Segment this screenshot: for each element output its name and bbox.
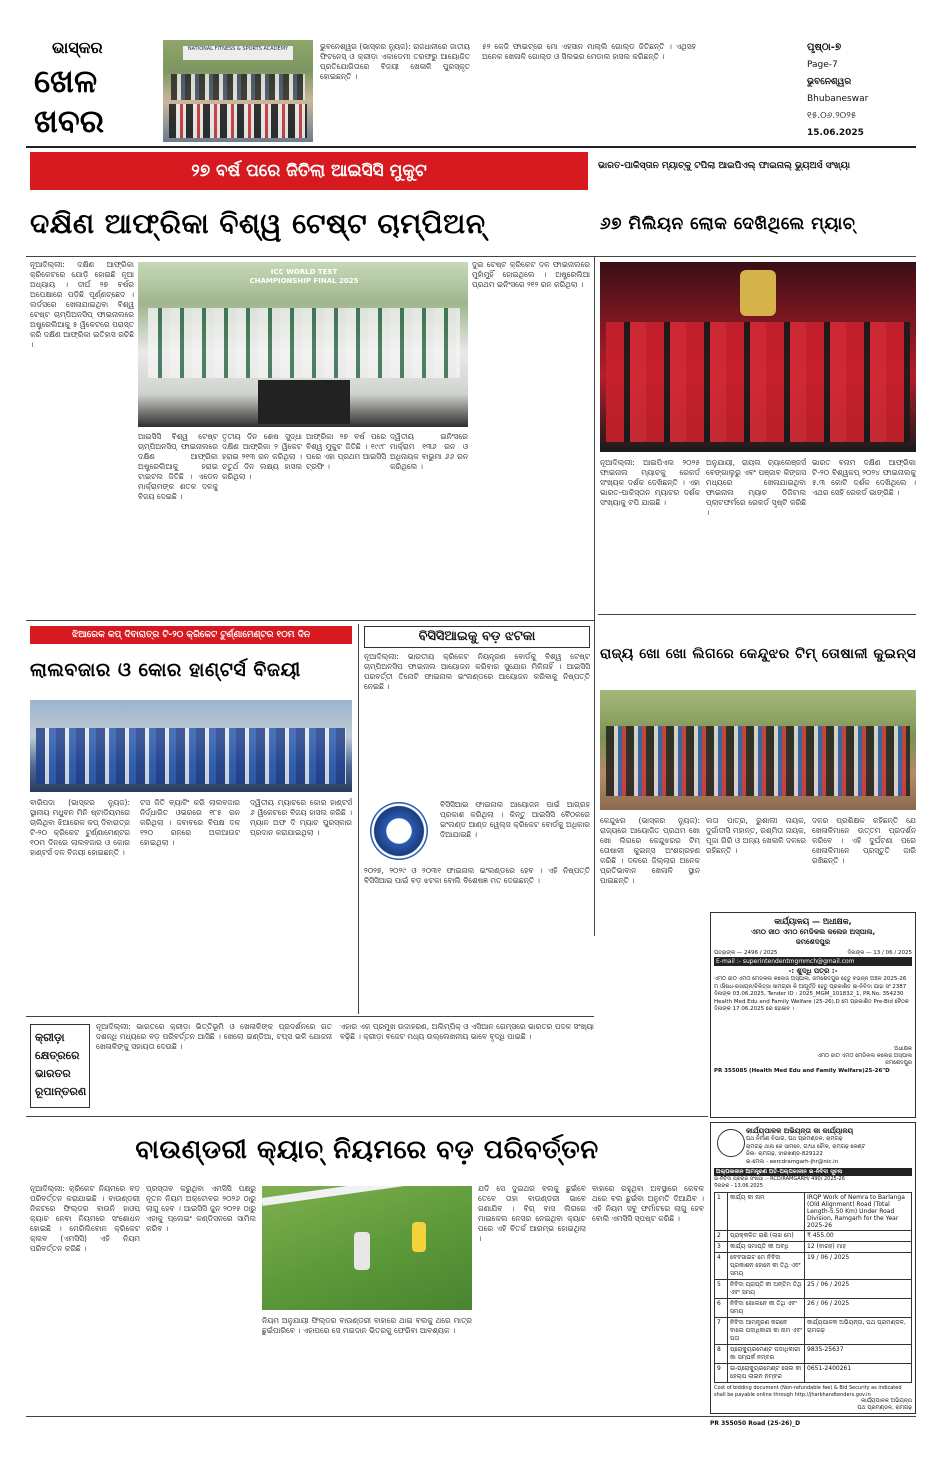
ad-mgm-line1: କାର୍ଯ୍ୟାଳୟ — ଅଧୀକ୍ଷକ, xyxy=(774,917,852,926)
ad-mgm-line2: ଏମ୦ ଜୀ୦ ଏମ୦ ମେଡିକଲ କଲେଜ ଅସ୍ପାଲ, xyxy=(750,928,876,936)
ad-mgm-sign1: ଅଧୀକ୍ଷକ xyxy=(894,1046,912,1052)
table-cell: କାର୍ଯ୍ୟ ସମାପ୍ତି କୀ ଅବଧି xyxy=(728,1242,805,1253)
ad-ramgarh-table xyxy=(714,1192,912,1383)
ad-ramgarh-sign: କାର୍ଯ୍ୟପାଳକ ଅଭିୟନ୍ତା xyxy=(861,1398,912,1404)
kreeda-col2: ଏହାର ଏକ ପ୍ରମୁଖ ଉଦାହରଣ, ଅଲିମ୍ପିକ୍ ଓ ଏସିଆନ ଗେମ୍ସରେ ଭାରତର ପଦକ ସଂଖ୍ୟା ବଢ଼ିଛି । କ୍ରୀଡ଼ା ବଜେଟ ମଧ୍ୟ ଉଲ୍ଲେଖନୀୟ ଭାବେ ବୃଦ୍ଧି ପାଇଛି । xyxy=(340,1022,594,1041)
table-cell: ନିବିଦା ପ୍ରାପ୍ତି କୀ ଅନ୍ତିମ ତିଥି ଏବଂ ସମୟ xyxy=(728,1280,805,1299)
table-cell: 0651-2400261 xyxy=(805,1364,912,1383)
academy-banner: NATIONAL FITNESS & SPORTS ACADEMY xyxy=(183,46,293,60)
ad-ramgarh-sub1: ପଥ ନିର୍ମାଣ ବିଭାଗ, ପଥ ପ୍ରମଣ୍ଡଳ, ରାମଗଢ଼ xyxy=(746,1136,843,1142)
table-row xyxy=(715,1345,912,1364)
boundary-col5: ବାହାରେ ରହୁଥିବା ଅବସ୍ଥାରେ କେବଳ ଥରେ ବଲ ଛୁଇଁବା ଅନୁମତି ଦିଆଯିବ । ଏହି ନିୟମ ସବୁ ଫର୍ମାଟରେ ଲାଗୁ ହେବ ବୋଲି ଏମସିସି ସ୍ପଷ୍ଟ କରିଛି । xyxy=(592,1184,704,1223)
table-cell: IRQP Work of Nemra to Barlanga (Old Alignment) Road (Total Length-5.50 Km) Under Road Division, Ramgarh for the Year 2025-26 xyxy=(805,1193,912,1231)
table-cell: ପ୍ରୋକ୍ୟୁରମେଣ୍ଟ ପଦାଧିକାରୀ କା ସମ୍ପର୍କ ନମ୍ବର xyxy=(728,1345,805,1364)
side-story-kicker: ଭାରତ-ପାକିସ୍ତାନ ମ୍ୟାଚ୍‌କୁ ଟପିଲା ଆଇପିଏଲ୍ ଫାଇନାଲ୍ ଭ୍ୟୁଅର୍ସ ସଂଖ୍ୟା xyxy=(598,161,850,171)
ad-mgm-ref-right: ଦିନାଙ୍କ — 13 / 06 / 2025 xyxy=(847,950,912,956)
table-cell: 3 xyxy=(715,1242,728,1253)
masthead-title-line2: ଖବର xyxy=(34,102,105,140)
city-en: Bhubaneswar xyxy=(807,94,869,104)
ad-mgm-body: ଏମ୦ ଜୀ୦ ଏମ୦ ମେଡିକଲ କଲେଜ ଅସ୍ପାଲ, ଜମଶେଦପୁର ହେତୁ ବିଭିନ୍ନ ଅଞ୍ଚଳ 2025-26 ମ ଔଷଧ-ରସାୟନ/ଚିକିତ୍ସା ସାମଗ୍ରୀ କି ଆପୂର୍ତ୍ତି ହେତୁ ପ୍ରକାଶିତ ଇ-ନିବିଦା ଯାହା ସଂ 2387 ଦିନାଙ୍କ 03.06.2025, Tender ID : 2025_MGM_101832_1, PR.No. 354230 Health Med Edu and Family Welfare (25-26).D ମେ ପ୍ରକାଶିତ Pre-Bid ବୈଠକ ଦିନାଙ୍କ 17.06.2025 ରେ ହୋଇବ । xyxy=(714,976,909,1012)
page-number-odia: ପୃଷ୍ଠା-୭ xyxy=(807,42,842,53)
keonjhar-col1: କେନ୍ଦୁଝର (ଭାସ୍କର ନ୍ୟୁଜ): ରାଜ୍ୟରେ ଆୟୋଜିତ ପ୍ରଥମ ଖୋ ଖୋ ଲିଗରେ କେନ୍ଦୁଝରର ଟିମ୍ ତୋଷାଳୀ କୁଇନ୍ସ ଅଂଶଗ୍ରହଣ କରିଛି । ଦଳରେ ଜିଲ୍ଲାର ଅନେକ ପ୍ରତିଭାବାନ ଖେଳାଳି ସ୍ଥାନ ପାଇଛନ୍ତି । xyxy=(600,816,700,885)
table-cell: ବେବସାଇଟ ମେ ନିବିଦା ପ୍ରକାଶନ ହୋନେ କୀ ତିଥି ଏବଂ ସମୟ xyxy=(728,1253,805,1280)
table-row xyxy=(715,1318,912,1345)
ad-mgm-sign3: ଜମଶେଦପୁର xyxy=(885,1060,912,1066)
kho-kho-team-photo xyxy=(600,690,916,810)
main-story-col-bottom4: ଦ୍ୱିତୀୟ ଇନିଂସରେ ମାର୍କ୍ରାମ ୧୩୬ ରନ ଓ ଅଧିନାୟକ ବାଭୁମା ୬୬ ରନ କରିଥିଲେ । xyxy=(390,432,468,471)
date-odia: ୧୫.୦୬.୨୦୨୫ xyxy=(807,111,857,121)
keonjhar-headline: ରାଜ୍ୟ ଖୋ ଖୋ ଲିଗରେ କେନ୍ଦୁଝର ଟିମ୍ ତୋଷାଳୀ କୁଇନ୍ସ xyxy=(600,646,916,662)
bcci-col2: ୨୦୨୭, ୨୦୨୯ ଓ ୨୦୩୧ ଫାଇନାଲ ଇଂଲଣ୍ଡରେ ହେବ । ଏହି ନିଷ୍ପତ୍ତି ବିସିସିଆଇ ପାଇଁ ବଡ଼ ଝଟକା ବୋଲି ବିଶେଷଜ୍ଞ ମତ ଦେଇଛନ୍ତି । xyxy=(364,866,590,885)
main-story-col-right: ଦୁଇ ଟେଷ୍ଟ କ୍ରିକେଟ ଦଳ ଫାଇନାଲରେ ମୁହାଁମୁହିଁ ହୋଇଥିଲେ । ଅଷ୍ଟ୍ରେଲିଆ ପ୍ରଥମ ଇନିଂସରେ ୨୧୨ ରନ କରିଥିଲା । xyxy=(472,260,590,289)
masthead-brand: ଭାସ୍କର xyxy=(52,38,103,57)
masthead xyxy=(30,38,152,142)
table-cell: ପ୍ରାକ୍କଳିତ ରାଶି (ଲାଖ ମେ) xyxy=(728,1231,805,1242)
ad-ramgarh-logo xyxy=(717,1129,745,1157)
bcci-headline: ବିସିସିଆଇକୁ ବଡ଼ ଝଟକା xyxy=(418,629,536,644)
bcci-intro: ନୂଆଦିଲ୍ଲୀ: ଭାରତୀୟ କ୍ରିକେଟ ନିୟନ୍ତ୍ରଣ ବୋର୍ଡକୁ ବିଶ୍ୱ ଟେଷ୍ଟ ଚାମ୍ପିଅନସିପ ଫାଇନାଲ ଆୟୋଜନ କରିବାର ସୁଯୋଗ ମିଳିନାହିଁ । ଆଇସିସି ପରବର୍ତ୍ତୀ ତିନୋଟି ଫାଇନାଲ ଇଂଲଣ୍ଡରେ ଆୟୋଜନ କରିବାକୁ ନିଷ୍ପତ୍ତି ନେଇଛି । xyxy=(364,652,590,691)
table-row xyxy=(715,1364,912,1383)
table-cell: 25 / 06 / 2025 xyxy=(805,1280,912,1299)
kreeda-label-2: କ୍ଷେତ୍ରରେ xyxy=(35,1049,80,1062)
main-story-col-bottom2: ତୃତୀୟ ଦିନ ଶେଷ ସୁଦ୍ଧା ଦକ୍ଷିଣ ଆଫ୍ରିକା ୨ ୱିକେଟ ହରାଇ ୨୧୩ ରନ କରିଥିଲା । ଚତୁର୍ଥ ଦିନ ଲକ୍ଷ୍ୟ ହାସଲ କରିଥିଲା । xyxy=(222,432,302,481)
table-cell: 8 xyxy=(715,1345,728,1364)
ad-mgm-email: E-mail :- superintendentmgmmch@gmail.com xyxy=(714,957,912,966)
lalbazar-kicker: ଝିଆରେକ କପ୍ ଦିବାରାତ୍ର ଟି-୨୦ କ୍ରିକେଟ ଟୁର୍ଣ୍ଣାମେଣ୍ଟର ୧୦ମ ଦିନ xyxy=(30,626,352,644)
boundary-col2: ପ୍ରସ୍ତାବ କରୁଥିବା ଏମସିସି ପକ୍ଷରୁ ନୂତନ ନିୟମ ଅକ୍ଟୋବର ୨୦୨୬ ଠାରୁ ଲାଗୁ ହେବ । ଆଇସିସି ଜୁନ ୨୦୨୫ ଠାରୁ ଏହାକୁ ପ୍ଲେଇଂ କଣ୍ଡିସନରେ ସାମିଲ କରିବ । xyxy=(146,1184,256,1233)
boundary-col4: ଯଦି ସେ ଦୁଇଥର ବଲକୁ ଛୁଇଁବେ ତେବେ ତାହା ବାଉଣ୍ଡରୀ ଭାବେ ଗଣାଯିବ । ବିଗ୍ ବାସ ଲିଗରେ ମାଇକେଲ ନେସର ନେଇଥିବା କ୍ୟାଚ ପରେ ଏହି ବିତର୍କ ଆରମ୍ଭ ହୋଇଥିଲା । xyxy=(478,1184,586,1243)
top-story-col2: ୫୨ କେଜି ଫାଇଟ୍‌ରେ ମୋ ଏହସାନ ମାଲ୍ଲି ଗୋଲ୍ଡ ଜିତିଛନ୍ତି । ଏଥିସହ ଅନେକ ଖେଳାଳି ଗୋଲ୍ଡ ଓ ସିଲଭର ମେଡାଲ ହାସଲ କରିଛନ୍ତି । xyxy=(482,42,696,61)
table-cell: 6 xyxy=(715,1299,728,1318)
bcci-col1: ବିସିସିଆଇ ଫାଇନାଲ ଆୟୋଜନ ପାଇଁ ଆଗ୍ରହ ପ୍ରକାଶ କରିଥିଲା । କିନ୍ତୁ ଆଇସିସି ବୈଠକରେ ଇଂଲଣ୍ଡ ଆଣ୍ଡ ୱେଲ୍ସ କ୍ରିକେଟ ବୋର୍ଡକୁ ଅଧିକାର ଦିଆଯାଇଛି । xyxy=(440,800,590,839)
side-story-col2: ଅନୁଯାୟୀ, ରାୟଲ ଚ୍ୟାଲେଞ୍ଜର୍ସ ବେଙ୍ଗାଲୁରୁ ଏବଂ ପଞ୍ଜାବ କିଙ୍ଗସ ମଧ୍ୟରେ ଖେଳାଯାଇଥିବା ଫାଇନାଲ ମ୍ୟାଚ ଡିଜିଟାଲ ପ୍ଲାଟଫର୍ମରେ ରେକର୍ଡ ସୃଷ୍ଟି କରିଛି । xyxy=(706,458,806,517)
ad-ramgarh-date: ଦିନାଙ୍କ - 13.06.2025 xyxy=(714,1183,763,1189)
bcci-headline-box xyxy=(364,626,590,648)
red-banner: ୨୭ ବର୍ଷ ପରେ ଜିତିଲା ଆଇସିସି ମୁକୁଟ xyxy=(30,152,588,190)
kreeda-label xyxy=(30,1024,90,1108)
ad-ramgarh-sub2: ରାମଗଢ଼ ଥାନା କେ ସାମନେ, ଗାଂଧୀ ଚୌକ, ରାମଗଢ଼ କେଣ୍ଟ xyxy=(746,1143,866,1150)
table-cell: 9835-25637 xyxy=(805,1345,912,1364)
side-story-col3: ଭାରତ ବନାମ ଦକ୍ଷିଣ ଆଫ୍ରିକା ଟି-୨୦ ବିଶ୍ୱକପ୍ ୨୦୨୪ ଫାଇନାଲକୁ ୫.୩ କୋଟି ଦର୍ଶକ ଦେଖିଥିଲେ । ଏଥର ସେହି ରେକର୍ଡ ଭାଙ୍ଗିଛି । xyxy=(812,458,916,497)
ad-ramgarh-sign2: ପଥ ପ୍ରମଣ୍ଡଳ, ରାମଗଢ଼ xyxy=(857,1405,912,1411)
table-row xyxy=(715,1193,912,1231)
lalbazar-col1: ବାରିପଦା (ଭାସ୍କର ନ୍ୟୁଜ): ସ୍ଥାନୀୟ ମଧୁବନ ମିନି ଷ୍ଟାଡିୟମରେ ଚାଲିଥିବା ଝିଆରେକ କପ୍ ଦିବାରାତ୍ର ଟି-୨୦ କ୍ରିକେଟ ଟୁର୍ଣ୍ଣାମେଣ୍ଟର ୧୦ମ ଦିନରେ ଲାଲବଜାର ଓ କୋର ହାଣ୍ଟର୍ସ ଦଳ ବିଜୟୀ ହୋଇଛନ୍ତି । xyxy=(30,798,130,857)
team-photo-academy xyxy=(163,40,313,142)
main-story-col-bottom3: ଆଫ୍ରିକା ୨୭ ବର୍ଷ ପରେ ବିଶ୍ୱ ମୁକୁଟ ଜିତିଛି । ୧୯୯୮ ପରେ ଏହା ପ୍ରଥମ ଆଇସିସି ଟ୍ରଫି । xyxy=(306,432,386,471)
ipl-trophy-photo xyxy=(600,262,916,452)
table-cell: ନିବିଦା ଖୋଲନେ କୀ ତିଥି ଏବଂ ସମୟ xyxy=(728,1299,805,1318)
table-cell: ଇ-ପ୍ରୋକ୍ୟୁରମେଣ୍ଟ ସେଲ କା ହେଲ୍ପ ଲାଇନ ନମ୍ବର xyxy=(728,1364,805,1383)
side-story-headline: ୬୭ ମିଲିୟନ ଲୋକ ଦେଖିଥିଲେ ମ୍ୟାଚ୍ xyxy=(600,214,856,234)
ad-ramgarh-title: କାର୍ଯ୍ୟପାଳକ ଅଭିୟନ୍ତା କା କାର୍ଯ୍ୟାଳୟ xyxy=(746,1127,854,1135)
main-story-col1: ନୂଆଦିଲ୍ଲୀ: ଦକ୍ଷିଣ ଆଫ୍ରିକା କ୍ରିକେଟରେ ଯୋଡ଼ି ହୋଇଛି ନୂଆ ଅଧ୍ୟାୟ । ଦୀର୍ଘ ୨୭ ବର୍ଷର ଅପେକ୍ଷାରେ ପଡ଼ିଛି ପୂର୍ଣ୍ଣଚ୍ଛେଦ । ଲର୍ଡସରେ ଖେଳାଯାଇଥିବା ବିଶ୍ୱ ଟେଷ୍ଟ ଚାମ୍ପିଅନସିପ୍ ଫାଇନାଲରେ ଅଷ୍ଟ୍ରେଲିଆକୁ ୫ ୱିକେଟରେ ପରାସ୍ତ କରି ଦକ୍ଷିଣ ଆଫ୍ରିକା ଇତିହାସ ରଚିଛି । xyxy=(30,260,134,349)
ad-ramgarh-sub3: ଜିଲା- ରାମଗଢ଼, ଝାରଖଣ୍ଡ-829122 xyxy=(746,1151,823,1157)
table-cell: 26 / 06 / 2025 xyxy=(805,1299,912,1318)
rule-top xyxy=(26,146,916,148)
ad-ramgarh-email: ଇ-ମେଲ - eercdramgarh-jhr@nic.in xyxy=(746,1158,839,1165)
lalbazar-headline: ଲାଲବଜାର ଓ କୋର ହାଣ୍ଟର୍ସ ବିଜୟୀ xyxy=(30,659,301,681)
lalbazar-col3: ଦ୍ୱିତୀୟ ମ୍ୟାଚରେ କୋର ହାଣ୍ଟର୍ସ ୬ ୱିକେଟରେ ବିଜୟ ହାସଲ କରିଛି । ମ୍ୟାନ ଅଫ ଦି ମ୍ୟାଚ ପୁରସ୍କାର ପ୍ରଦାନ କରାଯାଇଥିଲା । xyxy=(250,798,352,837)
side-story-col1: ନୂଆଦିଲ୍ଲୀ: ଆଇପିଏଲ ୨୦୨୫ ଫାଇନାଲ ମ୍ୟାଚକୁ ରେକର୍ଡ ସଂଖ୍ୟକ ଦର୍ଶକ ଦେଖିଛନ୍ତି । ଏହା ଭାରତ-ପାକିସ୍ତାନ ମ୍ୟାଚର ଦର୍ଶକ ସଂଖ୍ୟାକୁ ଟପି ଯାଇଛି । xyxy=(600,458,700,507)
table-row xyxy=(715,1253,912,1280)
boundary-headline: ବାଉଣ୍ଡରୀ କ୍ୟାଚ୍ ନିୟମରେ ବଡ଼ ପରିବର୍ତ୍ତନ xyxy=(135,1135,599,1165)
table-cell: କାର୍ଯ୍ୟ କା ନାମ xyxy=(728,1193,805,1231)
city-odia: ଭୁବନେଶ୍ୱର xyxy=(807,77,852,87)
kreeda-label-1: କ୍ରୀଡ଼ା xyxy=(35,1031,65,1044)
masthead-title-line1: ଖେଳ xyxy=(34,62,98,100)
page-info xyxy=(697,38,915,142)
top-story-col1: ଭୁବନେଶ୍ୱର (ଭାସ୍କର ନ୍ୟୁଜ): ରାଜଧାନୀରେ ଜାତୀୟ ଫିଟନେସ୍ ଓ କ୍ରୀଡ଼ା ଏକାଡେମୀ ତରଫରୁ ଆୟୋଜିତ ପ୍ରତିଯୋଗିତାରେ ବିଜୟୀ ଖେଳାଳି ପୁରସ୍କୃତ ହୋଇଛନ୍ତି । xyxy=(320,42,470,81)
table-cell: 2 xyxy=(715,1231,728,1242)
main-headline: ଦକ୍ଷିଣ ଆଫ୍ରିକା ବିଶ୍ୱ ଟେଷ୍ଟ ଚାମ୍ପିଅନ୍ xyxy=(30,207,486,240)
table-row xyxy=(715,1242,912,1253)
boundary-col1: ନୂଆଦିଲ୍ଲୀ: କ୍ରିକେଟ ନିୟମରେ ବଡ଼ ପରିବର୍ତ୍ତନ କରାଯାଇଛି । ବାଉଣ୍ଡରୀ ନିକଟରେ ଫିଲ୍ଡର ବାଉନି ହାଓପ୍ କ୍ୟାଚ ନେବା ନିୟମରେ ସଂଶୋଧନ ହୋଇଛି । ମେରିଲିବୋନ କ୍ରିକେଟ କ୍ଲବ (ଏମସିସି) ଏହି ନିୟମ ପରିବର୍ତ୍ତନ କରିଛି । xyxy=(30,1184,140,1253)
date-en: 15.06.2025 xyxy=(807,128,864,138)
lalbazar-col2: ଟସ ଜିତି ବ୍ୟାଟିଂ କରି ଲାଲବଜାର ନିର୍ଦ୍ଧାରିତ ଓଭରରେ ୧୮୫ ରନ କରିଥିଲା । ଜବାବରେ ବିପକ୍ଷ ଦଳ ୧୨୦ ରନରେ ଅଲଆଉଟ ହୋଇଥିଲା । xyxy=(140,798,240,847)
page-number-en: Page-7 xyxy=(807,60,838,70)
ad-ramgarh xyxy=(710,1122,916,1414)
keonjhar-col3: ଦଳର ପ୍ରଶିକ୍ଷକ କହିଛନ୍ତି ଯେ ଖେଳାଳିମାନେ ଉତ୍ତମ ପ୍ରଦର୍ଶନ କରିବେ । ଏହି ଦୁର୍ଘଟଣା ପରେ ଖେଳାଳିମାନେ ପ୍ରସ୍ତୁତି ଜାରି ରଖିଛନ୍ତି । xyxy=(812,816,916,865)
keonjhar-col2: ଲତା ପାତ୍ର, ରୁଶାଲୀ ନାୟକ, ଦୁର୍ଗାଦୀସି ମହାନ୍ତ, ରଶ୍ମିତା ନାୟକ, ପୂଜା ଗିରି ଓ ଅନ୍ୟ ଖେଳାଳି ଦଳରେ ରହିଛନ୍ତି । xyxy=(706,816,806,855)
table-cell: 9 xyxy=(715,1364,728,1383)
kreeda-col1: ନୂଆଦିଲ୍ଲୀ: ଭାରତରେ କ୍ରୀଡ଼ା ଭିତ୍ତିଭୂମି ଓ ଖେଳାଳିଙ୍କ ପ୍ରଦର୍ଶନରେ ଗତ ଦଶନ୍ଧି ମଧ୍ୟରେ ବଡ଼ ପରିବର୍ତ୍ତନ ଆସିଛି । ଖେଲୋ ଇଣ୍ଡିଆ, ଟପ୍ସ ଭଳି ଯୋଜନା ଖେଳାଳିଙ୍କୁ ସହାୟତା ଦେଉଛି । xyxy=(96,1022,332,1051)
table-cell: 5 xyxy=(715,1280,728,1299)
table-cell: 12 (ବାରହ) ମାହ xyxy=(805,1242,912,1253)
table-cell: 1 xyxy=(715,1193,728,1231)
table-row xyxy=(715,1299,912,1318)
table-cell: 19 / 06 / 2025 xyxy=(805,1253,912,1280)
ad-mgm-pr: PR 355085 (Health Med Edu and Family Welfare)25-26"D xyxy=(714,1068,890,1074)
ad-ramgarh-ref: ଇ-ନିବିଦା ପ୍ରଚାର ସଂଖ୍ୟା :- RCD/RAMGARH/ 490/ 2025-26 xyxy=(714,1176,845,1182)
ad-mgm-sub: -: ଶୁଦ୍ଧି ପତ୍ର :- xyxy=(788,967,838,975)
table-cell: 4 xyxy=(715,1253,728,1280)
wtc-trophy-photo xyxy=(138,262,468,427)
kreeda-label-4: ରୂପାନ୍ତରଣ xyxy=(35,1085,87,1098)
ad-ramgarh-footer: Cost of bidding document (Non-refundable fee) & Bid Security as indicated shall be payable online through http://jharkhandtenders.gov.in xyxy=(714,1385,902,1398)
lalbazar-team-photo xyxy=(30,700,352,792)
table-cell: କାର୍ଯ୍ୟପାଳକ ଅଭିୟନ୍ତା, ପଥ ପ୍ରମଣ୍ଡଳ, ରାମଗଢ଼ xyxy=(805,1318,912,1345)
boundary-col3: ନିୟମ ଅନୁଯାୟୀ ଫିଲ୍ଡର ବାଉଣ୍ଡରୀ ବାହାରେ ଥାଇ ବଲକୁ ଥରେ ମାତ୍ର ଛୁଇଁପାରିବେ । ଏହାପରେ ସେ ମଇଦାନ ଭିତରକୁ ଫେରିବା ଆବଶ୍ୟକ । xyxy=(262,1316,472,1335)
ad-mgm-sign2: ଏମ୦ ଜୀ୦ ଏମ୦ ମେଡିକଲ କଲେଜ ଅସ୍ପାଲ xyxy=(817,1053,912,1059)
bcci-logo xyxy=(364,800,436,862)
table-cell: 7 xyxy=(715,1318,728,1345)
table-cell: ₹ 455.00 xyxy=(805,1231,912,1242)
main-story-col-bottom1: ଆଇସିସି ବିଶ୍ୱ ଟେଷ୍ଟ ଚାମ୍ପିଅନସିପ୍ ଫାଇନାଲରେ ଦକ୍ଷିଣ ଆଫ୍ରିକା ଅଷ୍ଟ୍ରେଲିଆକୁ ହରାଇ ଟାଇଟଲ ଜିତିଛି । ଏଡେନ ମାର୍କ୍ରାମଙ୍କ ଶତକ ଦଳକୁ ବିଜୟ ଦେଇଛି । xyxy=(138,432,218,501)
ad-mgm xyxy=(710,912,916,1118)
table-cell: ନିବିଦା ଆମନ୍ତ୍ରଣ କରନେ ବାଲେ ପଦାଧିକାରୀ କା ନାମ ଏବଂ ପତା xyxy=(728,1318,805,1345)
bcci-logo-icon xyxy=(370,802,428,860)
boundary-catch-photo xyxy=(262,1186,472,1310)
wtc-caption: ICC WORLD TEST CHAMPIONSHIP FINAL 2025 xyxy=(249,268,359,285)
ad-ramgarh-pr: PR 355050 Road (25-26)_D xyxy=(710,1420,801,1427)
ad-mgm-line3: ଜମଶେଦପୁର xyxy=(795,938,831,946)
table-row xyxy=(715,1231,912,1242)
ad-ramgarh-notice: ଅଲ୍ପକାଳୀନ ଆମନ୍ତ୍ରଣ ଅତି-ଅଲ୍ପକାଳୀନ ଇ-ନିବିଦା ସୂଚନା xyxy=(714,1168,912,1176)
table-row xyxy=(715,1280,912,1299)
kreeda-label-3: ଭାରତର xyxy=(35,1067,71,1080)
ad-mgm-ref-left: ପତ୍ରାଙ୍କ — 2496 / 2025 xyxy=(714,950,778,956)
